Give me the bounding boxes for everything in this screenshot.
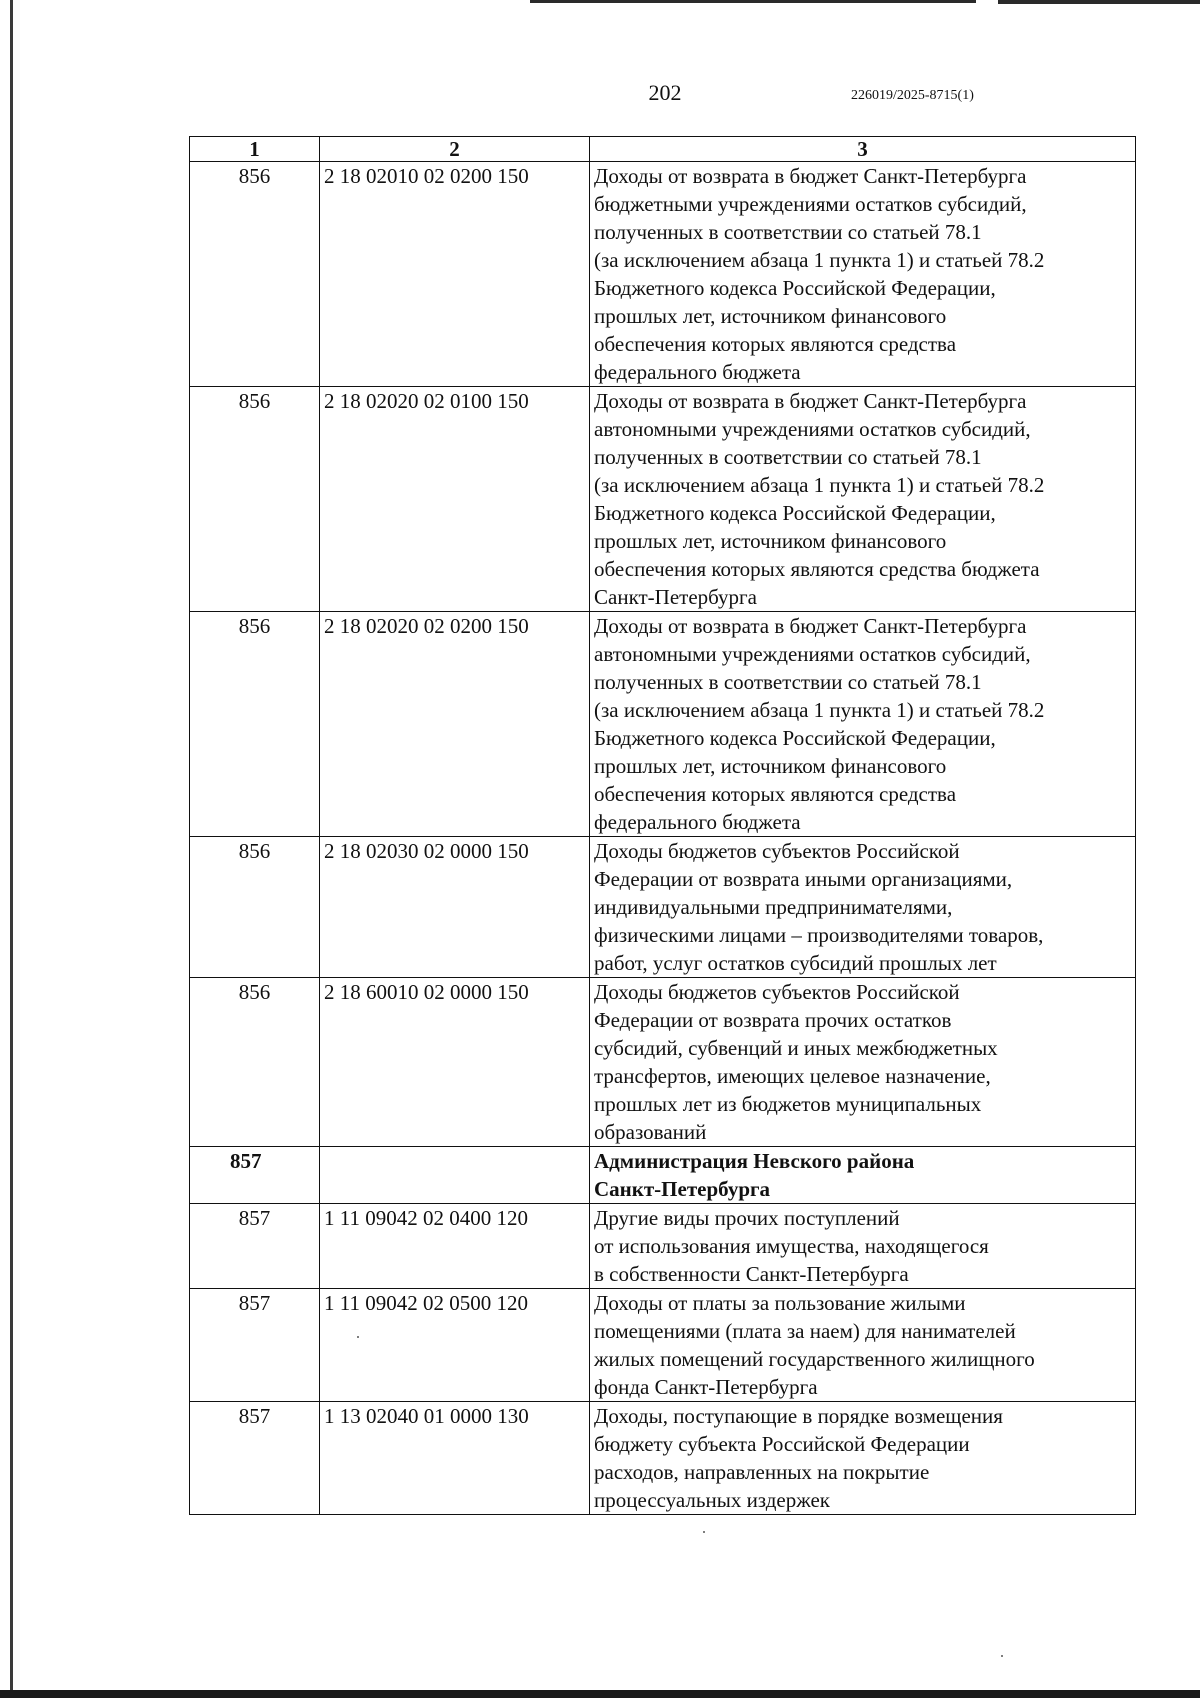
description-line: Доходы от платы за пользование жилыми — [594, 1291, 966, 1315]
description-line: автономными учреждениями остатков субсидий, — [594, 417, 1031, 441]
budget-code-cell: 2 18 02020 02 0100 150 — [320, 387, 590, 612]
table-row — [190, 978, 1136, 1147]
description-line: полученных в соответствии со статьей 78.1 — [594, 445, 982, 469]
description-cell — [590, 837, 1136, 978]
admin-code-cell: 856 — [190, 837, 320, 978]
table-row — [190, 1289, 1136, 1402]
table-header-row — [190, 137, 1136, 162]
budget-code-cell: 1 11 09042 02 0400 120 — [320, 1204, 590, 1289]
description-line: в собственности Санкт-Петербурга — [594, 1262, 909, 1286]
description-line: (за исключением абзаца 1 пункта 1) и статьей 78.2 — [594, 698, 1045, 722]
scan-speck — [1001, 1655, 1003, 1657]
table-row — [190, 837, 1136, 978]
description-line: Другие виды прочих поступлений — [594, 1206, 900, 1230]
header-col-1: 1 — [190, 137, 320, 162]
description-line: индивидуальными предпринимателями, — [594, 895, 953, 919]
description-line: процессуальных издержек — [594, 1488, 830, 1512]
admin-code-cell: 857 — [190, 1204, 320, 1289]
budget-code-cell: 2 18 60010 02 0000 150 — [320, 978, 590, 1147]
description-line: помещениями (плата за наем) для нанимателей — [594, 1319, 1016, 1343]
description-line: Доходы от возврата в бюджет Санкт-Петербурга — [594, 389, 1027, 413]
scan-artifact-left-edge — [10, 0, 13, 1698]
header-col-2: 2 — [320, 137, 590, 162]
table-row — [190, 387, 1136, 612]
description-line: расходов, направленных на покрытие — [594, 1460, 930, 1484]
description-line: обеспечения которых являются средства — [594, 782, 957, 806]
description-line: федерального бюджета — [594, 810, 801, 834]
description-line: Доходы, поступающие в порядке возмещения — [594, 1404, 1003, 1428]
budget-code-cell: 1 13 02040 01 0000 130 — [320, 1402, 590, 1515]
scan-artifact-top-left — [530, 0, 976, 3]
table-row — [190, 612, 1136, 837]
scan-speck — [357, 1336, 359, 1338]
admin-code-cell: 856 — [190, 612, 320, 837]
table-row — [190, 1147, 1136, 1204]
admin-code-cell: 857 — [190, 1402, 320, 1515]
admin-code-cell: 856 — [190, 162, 320, 387]
budget-revenue-table — [189, 136, 1136, 1515]
description-line: Бюджетного кодекса Российской Федерации, — [594, 501, 996, 525]
admin-code-cell: 857 — [190, 1147, 320, 1204]
description-line: Санкт-Петербурга — [594, 1177, 771, 1201]
description-line: Федерации от возврата прочих остатков — [594, 1008, 952, 1032]
description-line: бюджетными учреждениями остатков субсидий, — [594, 192, 1027, 216]
table-row — [190, 1204, 1136, 1289]
description-line: полученных в соответствии со статьей 78.1 — [594, 670, 982, 694]
description-line: полученных в соответствии со статьей 78.1 — [594, 220, 982, 244]
table-row — [190, 162, 1136, 387]
description-cell — [590, 1204, 1136, 1289]
description-line: обеспечения которых являются средства — [594, 332, 957, 356]
description-line: Федерации от возврата иными организациями, — [594, 867, 1013, 891]
description-cell — [590, 612, 1136, 837]
budget-code-cell: 2 18 02020 02 0200 150 — [320, 612, 590, 837]
description-line: Санкт-Петербурга — [594, 585, 757, 609]
description-line: автономными учреждениями остатков субсидий, — [594, 642, 1031, 666]
description-line: Доходы от возврата в бюджет Санкт-Петербурга — [594, 614, 1027, 638]
budget-code-cell — [320, 1147, 590, 1204]
description-cell — [590, 1289, 1136, 1402]
description-cell — [590, 978, 1136, 1147]
description-line: Доходы бюджетов субъектов Российской — [594, 980, 960, 1004]
budget-code-cell: 2 18 02010 02 0200 150 — [320, 162, 590, 387]
description-line: Администрация Невского района — [594, 1149, 915, 1173]
admin-code-cell: 857 — [190, 1289, 320, 1402]
scan-artifact-top-right — [998, 0, 1200, 4]
admin-code-cell: 856 — [190, 978, 320, 1147]
header-col-3: 3 — [590, 137, 1136, 162]
description-cell — [590, 1147, 1136, 1204]
description-line: образований — [594, 1120, 707, 1144]
description-line: обеспечения которых являются средства бюджета — [594, 557, 1040, 581]
description-line: работ, услуг остатков субсидий прошлых лет — [594, 951, 997, 975]
description-line: прошлых лет, источником финансового — [594, 304, 947, 328]
document-id: 226019/2025-8715(1) — [851, 88, 974, 103]
description-line: субсидий, субвенций и иных межбюджетных — [594, 1036, 998, 1060]
description-line: физическими лицами – производителями товаров, — [594, 923, 1044, 947]
description-line: (за исключением абзаца 1 пункта 1) и статьей 78.2 — [594, 248, 1045, 272]
description-cell — [590, 162, 1136, 387]
description-line: (за исключением абзаца 1 пункта 1) и статьей 78.2 — [594, 473, 1045, 497]
description-line: Бюджетного кодекса Российской Федерации, — [594, 726, 996, 750]
table-row — [190, 1402, 1136, 1515]
description-line: прошлых лет, источником финансового — [594, 754, 947, 778]
description-line: Доходы бюджетов субъектов Российской — [594, 839, 960, 863]
scan-speck — [703, 1531, 705, 1533]
description-line: от использования имущества, находящегося — [594, 1234, 989, 1258]
description-line: Бюджетного кодекса Российской Федерации, — [594, 276, 996, 300]
description-line: федерального бюджета — [594, 360, 801, 384]
budget-code-cell: 1 11 09042 02 0500 120 — [320, 1289, 590, 1402]
description-cell — [590, 387, 1136, 612]
description-cell — [590, 1402, 1136, 1515]
description-line: прошлых лет, источником финансового — [594, 529, 947, 553]
description-line: бюджету субъекта Российской Федерации — [594, 1432, 970, 1456]
admin-code-cell: 856 — [190, 387, 320, 612]
description-line: Доходы от возврата в бюджет Санкт-Петербурга — [594, 164, 1027, 188]
budget-code-cell: 2 18 02030 02 0000 150 — [320, 837, 590, 978]
page-number: 202 — [648, 80, 682, 105]
scan-artifact-bottom — [0, 1690, 1200, 1698]
description-line: трансфертов, имеющих целевое назначение, — [594, 1064, 991, 1088]
table-body — [190, 162, 1136, 1515]
description-line: фонда Санкт-Петербурга — [594, 1375, 818, 1399]
description-line: прошлых лет из бюджетов муниципальных — [594, 1092, 982, 1116]
description-line: жилых помещений государственного жилищного — [594, 1347, 1035, 1371]
